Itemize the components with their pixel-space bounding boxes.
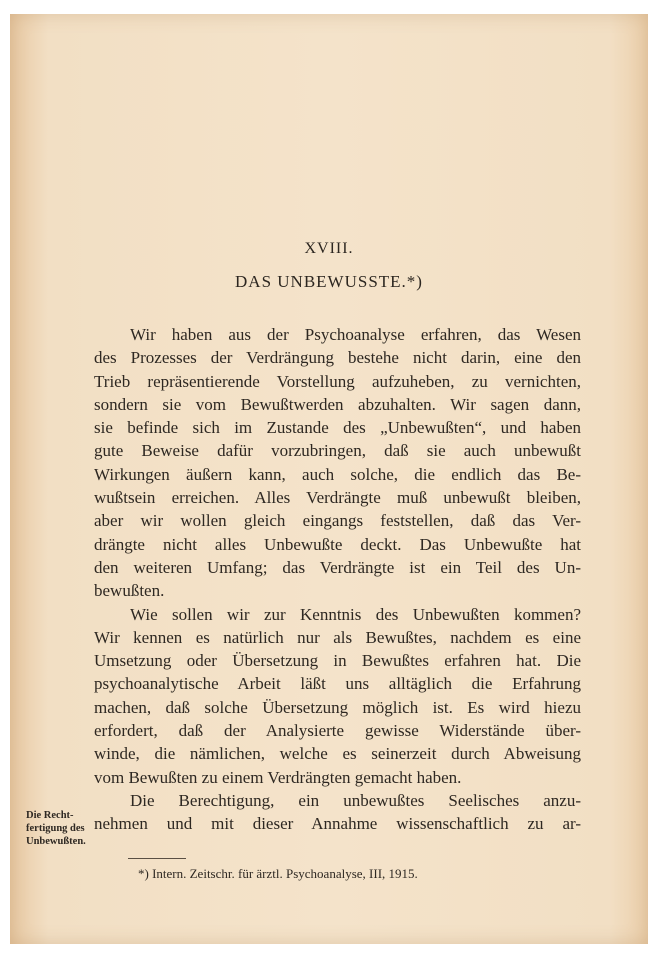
chapter-title: DAS UNBEWUSSTE.*): [235, 272, 423, 291]
footnote: *) Intern. Zeitschr. für ärztl. Psychoanalyse, III, 1915.: [138, 866, 418, 881]
chapter-number: XVIII.: [304, 240, 354, 257]
text-line: bewußten.: [94, 581, 165, 601]
text-line: Trieb repräsentierende Vorstellung aufzuheben, zu vernichten,: [94, 371, 581, 391]
margin-note-line: fertigung des: [26, 823, 85, 834]
text-line: vom Bewußten zu einem Verdrängten gemacht haben.: [94, 767, 462, 787]
text-line: psychoanalytische Arbeit läßt uns alltäglich die Erfahrung: [94, 674, 581, 694]
text-line: den weiteren Umfang; das Verdrängte ist ein Teil des Un-: [94, 557, 581, 577]
text-line: nehmen und mit dieser Annahme wissenschaftlich zu ar-: [94, 814, 581, 834]
text-line: Wir kennen es natürlich nur als Bewußtes, nachdem es eine: [94, 627, 581, 647]
text-line: des Prozesses der Verdrängung bestehe nicht darin, eine den: [94, 348, 581, 368]
body-text: [94, 323, 581, 836]
text-line: sie befinde sich im Zustande des „Unbewußten“, und haben: [94, 418, 581, 438]
text-line: aber wir wollen gleich eingangs feststellen, daß das Ver-: [94, 511, 581, 531]
text-line: Die Berechtigung, ein unbewußtes Seelisches anzu-: [130, 790, 581, 810]
text-line: winde, die nämlichen, welche es seinerzeit durch Abweisung: [94, 744, 581, 764]
text-line: Wir haben aus der Psychoanalyse erfahren, das Wesen: [130, 325, 581, 344]
text-line: drängte nicht alles Unbewußte deckt. Das Unbewußte hat: [94, 534, 581, 554]
text-line: Wirkungen äußern kann, auch solche, die endlich das Be-: [94, 464, 581, 484]
margin-note-line: Unbewußten.: [26, 836, 86, 847]
text-line: erfordert, daß der Analysierte gewisse Widerstände über-: [94, 721, 581, 741]
book-page: [10, 14, 648, 944]
margin-note-line: Die Recht-: [26, 810, 74, 821]
footnote-rule: [128, 858, 186, 859]
margin-note: [26, 809, 106, 848]
text-line: gute Beweise dafür vorzubringen, daß sie auch unbewußt: [94, 441, 581, 461]
text-line: sondern sie vom Bewußtwerden abzuhalten. Wir sagen dann,: [94, 394, 581, 414]
text-line: wußtsein erreichen. Alles Verdrängte muß unbewußt bleiben,: [94, 488, 581, 508]
text-line: Wie sollen wir zur Kenntnis des Unbewußten kommen?: [130, 604, 581, 624]
text-line: Umsetzung oder Übersetzung in Bewußtes erfahren hat. Die: [94, 651, 581, 671]
text-line: machen, daß solche Übersetzung möglich ist. Es wird hiezu: [94, 697, 581, 717]
